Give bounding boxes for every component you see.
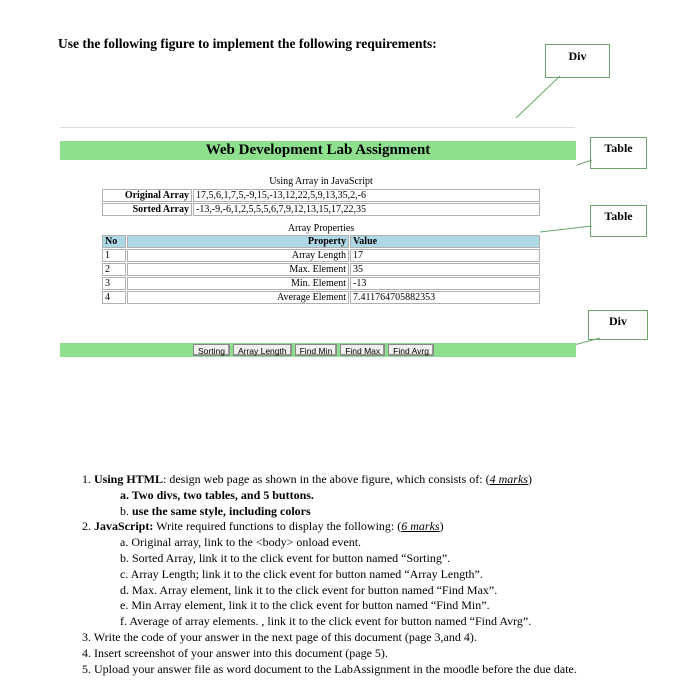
marks: 4 marks: [489, 472, 528, 486]
button-row: [193, 344, 434, 357]
cell-value: 7.411764705882353: [350, 291, 540, 304]
table-row: [102, 203, 540, 216]
cell-property: Array Length: [127, 249, 349, 262]
cell-no: 3: [102, 277, 126, 290]
instruction-item-2: 2. JavaScript: Write required functions to display the following: (6 marks): [82, 519, 444, 534]
instruction-sub: d. Max. Array element, link it to the click event for button named “Find Max”.: [120, 582, 498, 597]
props-table-caption: Array Properties: [287, 223, 355, 234]
emphasis: JavaScript:: [94, 519, 154, 534]
instructions-list: [82, 472, 672, 677]
cell-value: 35: [350, 263, 540, 276]
table-row: [102, 249, 540, 262]
table-row: [102, 277, 540, 290]
row-label: Original Array: [102, 189, 192, 202]
instruction-sub: a. Two divs, two tables, and 5 buttons.: [120, 487, 314, 502]
cell-no: 1: [102, 249, 126, 262]
callout-table-2: Table: [590, 205, 647, 237]
marks: 6 marks: [401, 519, 440, 534]
find-max-button[interactable]: Find Max: [340, 344, 385, 356]
row-value: -13,-9,-6,1,2,5,5,5,6,7,9,12,13,15,17,22,35: [193, 203, 540, 216]
properties-table: [101, 234, 541, 305]
row-value: 17,5,6,1,7,5,-9,15,-13,12,22,5,9,13,35,2,-6: [193, 189, 540, 202]
instruction-item-4: 4. Insert screenshot of your answer into this document (page 5).: [82, 645, 388, 660]
table-row: [102, 189, 540, 202]
instruction-sub: c. Array Length; link it to the click event for button named “Array Length”.: [120, 566, 483, 581]
callout-table-1: Table: [590, 137, 647, 169]
instruction-item-5: 5. Upload your answer file as word document to the LabAssignment in the moodle before the due date.: [82, 661, 577, 676]
emphasis: Using HTML: [94, 472, 164, 486]
cell-value: -13: [350, 277, 540, 290]
instruction-item-3: 3. Write the code of your answer in the next page of this document (page 3,and 4).: [82, 629, 477, 644]
instruction-sub: b. use the same style, including colors: [120, 503, 311, 518]
table-row: [102, 291, 540, 304]
instruction-sub: a. Original array, link to the <body> onload event.: [120, 535, 362, 550]
cell-property: Max. Element: [127, 263, 349, 276]
cell-property: Average Element: [127, 291, 349, 304]
col-header-no: No: [102, 235, 126, 248]
array-table-caption: Using Array in JavaScript: [269, 176, 373, 187]
figure-title: Web Development Lab Assignment: [205, 142, 431, 158]
table-row: [102, 263, 540, 276]
table-header-row: [102, 235, 540, 248]
row-label: Sorted Array: [102, 203, 192, 216]
find-avrg-button[interactable]: Find Avrg: [388, 344, 434, 356]
find-min-button[interactable]: Find Min: [295, 344, 338, 356]
instruction-sub: f. Average of array elements. , link it to the click event for button named “Find Avrg”.: [120, 614, 532, 629]
instruction-sub: b. Sorted Array, link it to the click event for button named “Sorting”.: [120, 550, 451, 565]
instruction-sub: e. Min Array element, link it to the click event for button named “Find Min”.: [120, 598, 490, 613]
callout-div-top: Div: [545, 44, 610, 78]
array-length-button[interactable]: Array Length: [233, 344, 292, 356]
col-header-property: Property: [127, 235, 349, 248]
callout-div-bottom: Div: [588, 310, 648, 340]
document-heading: Use the following figure to implement the following requirements:: [58, 36, 437, 51]
cell-value: 17: [350, 249, 540, 262]
array-table: [101, 188, 541, 217]
sorting-button[interactable]: Sorting: [193, 344, 230, 356]
cell-no: 2: [102, 263, 126, 276]
instruction-item-1: 1. Using HTML: design web page as shown in the above figure, which consists of: (4 marks): [82, 472, 532, 486]
col-header-value: Value: [350, 235, 540, 248]
cell-no: 4: [102, 291, 126, 304]
cell-property: Min. Element: [127, 277, 349, 290]
